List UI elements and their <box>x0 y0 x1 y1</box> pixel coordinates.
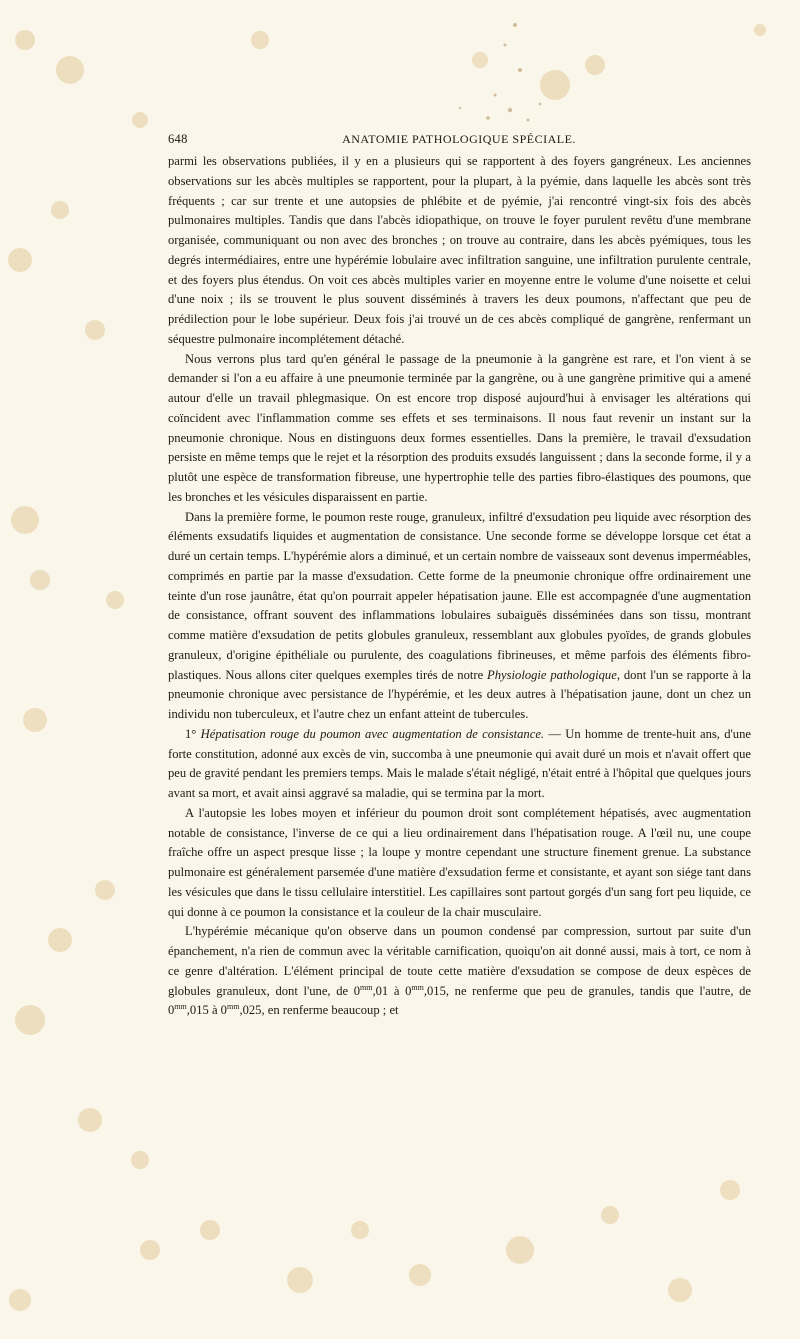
paragraph-1: parmi les observations publiées, il y en a plusieurs qui se rapportent à des foyers gangréneux. Les anciennes observations sur les abcès multiples se rapportent, pour la plupart, à la pyémie, dans laquelle les abcès sont très fréquents ; car sur trente et une autopsies de phlébite et de pyémie, j'ai rencontré vingt-six fois des abcès pulmonaires multiples. Tandis que dans l'abcès idiopathique, on trouve le foyer purulent revêtu d'une membrane organisée, communiquant ou non avec des bronches ; on trouve au contraire, dans les abcès pyémiques, tous les degrés intermédiaires, entre une hypérémie lobulaire avec infiltration sanguine, une infiltration purulente centrale, et des foyers plus étendus. On voit ces abcès multiples varier en moyenne entre le volume d'une noisette et celui d'une noix ; ils se trouvent le plus souvent disséminés à travers les deux poumons, n'affectant que peu de prédilection pour le lobe supérieur. Deux fois j'ai trouvé un de ces abcès compliqué de gangrène, renfermant un séquestre pulmonaire incomplétement détaché. <box>168 154 751 346</box>
running-title: ANATOMIE PATHOLOGIQUE SPÉCIALE. <box>342 132 576 146</box>
paragraph-6-text-c: ,015, ne renferme que peu de granules, tandis que l'autre, de 0 <box>168 983 751 1018</box>
page-header <box>168 132 750 150</box>
paragraph-6-text-a: L'hypérémie mécanique qu'on observe dans un poumon condensé par compression, surtout par suite d'un épanchement, n'a rien de commun avec la véritable carnification, quoiqu'on ait donné aussi, mais à tort, ce nom à ce genre d'altération. L'élément principal de toute cette matière d'exsudation se compose de deux espèces de globules granuleux, dont l'une, de 0 <box>168 924 751 998</box>
paragraph-6-text-e: ,025, en renferme beaucoup ; et <box>239 1003 399 1018</box>
paragraph-6-text-d: ,015 à 0 <box>186 1003 227 1018</box>
unit-mm-1: mm <box>360 982 373 992</box>
paragraph-4-text: — Un homme de trente-huit ans, d'une forte constitution, adonné aux excès de vin, succomba à une pneumonie qui avait duré un mois et n'avait offert que peu de gravité pendant les premiers temps. Mais le malade s'était négligé, n'était entré à l'hôpital que quelques jours avant sa mort, et avait ainsi aggravé sa maladie, qui se termina par la mort. <box>168 726 751 800</box>
paragraph-2: Nous verrons plus tard qu'en général le passage de la pneumonie à la gangrène est rare, et l'on vient à se demander si l'on a eu affaire à une pneumonie terminée par la gangrène, ou à une gangrène primitive qui a amené autour d'elle un travail phlegmasique. On est encore trop disposé aujourd'hui à envisager les altérations qui coïncident avec l'inflammation comme ses effets et ses terminaisons. Il nous faut revenir un instant sur la pneumonie chronique. Nous en distinguons deux formes essentielles. Dans la première, le travail d'exsudation persiste en même temps que le rejet et la résorption des produits exsudés languissent ; dans la seconde forme, il y a plutôt une espèce de transformation fibreuse, une hypertrophie telle des parties fibro-élastiques des poumons, que les bronches et les vésicules disparaissent en partie. <box>168 351 751 504</box>
paragraph-5: A l'autopsie les lobes moyen et inférieur du poumon droit sont complétement hépatisés, avec augmentation notable de consistance, l'inverse de ce qui a lieu ordinairement dans l'hépatisation rouge. A l'œil nu, une coupe fraîche offre un aspect presque lisse ; la loupe y montre cependant une structure finement grenue. La substance pulmonaire est généralement parsemée d'une matière d'exsudation ferme et consistante, et ayant son siége tant dans les vésicules que dans le tissu cellulaire interstitiel. Les capillaires sont partout gorgés d'un sang fort peu liquide, ce qui donne à ce poumon la consistance et la couleur de la chair musculaire. <box>168 805 751 919</box>
body-text <box>168 152 751 1021</box>
paragraph-3 <box>168 508 751 725</box>
book-title: Physiologie pathologique, <box>487 667 620 682</box>
unit-mm-2: mm <box>411 982 424 992</box>
unit-mm-3: mm <box>174 1002 187 1012</box>
paragraph-6-text-b: ,01 à 0 <box>372 983 412 998</box>
case-number: 1° <box>185 726 197 741</box>
page-number: 648 <box>168 132 188 146</box>
paragraph-6 <box>168 922 751 1021</box>
paragraph-4 <box>168 725 751 804</box>
paragraph-3-text: Dans la première forme, le poumon reste rouge, granuleux, infiltré d'exsudation peu liquide avec résorption des éléments exsudatifs liquides et augmentation de consistance. Une seconde forme se développe lorsque cet état a duré un certain temps. L'hypérémie alors a diminué, et un certain nombre de vaisseaux sont devenus imperméables, comprimés en partie par la masse d'exsudation. Cette forme de la pneumonie chronique offre ordinairement une teinte d'un rose jaunâtre, état qu'on pourrait appeler hépatisation jaune. Elle est accompagnée d'une augmentation de consistance, offrant souvent des inflammations lobulaires subaiguës disséminées dans son tissu, montrant comme matière d'exsudation de petits globules granuleux, ressemblant aux globules pyoïdes, de grands globules granuleux, d'origine épithéliale ou purulente, des coagulations fibrineuses, et même parfois des éléments fibro-plastiques. Nous allons citer quelques exemples tirés de notre <box>168 509 751 682</box>
unit-mm-4: mm <box>226 1002 240 1012</box>
paragraph-3-end: dont l'un se rapporte à la pneumonie chronique avec persistance de l'hypérémie, et les deux autres à l'hépatisation jaune, dont un chez un individu non tuberculeux, et l'autre chez un enfant atteint de tubercules. <box>168 667 751 721</box>
case-title: Hépatisation rouge du poumon avec augmentation de consistance. <box>200 726 545 741</box>
